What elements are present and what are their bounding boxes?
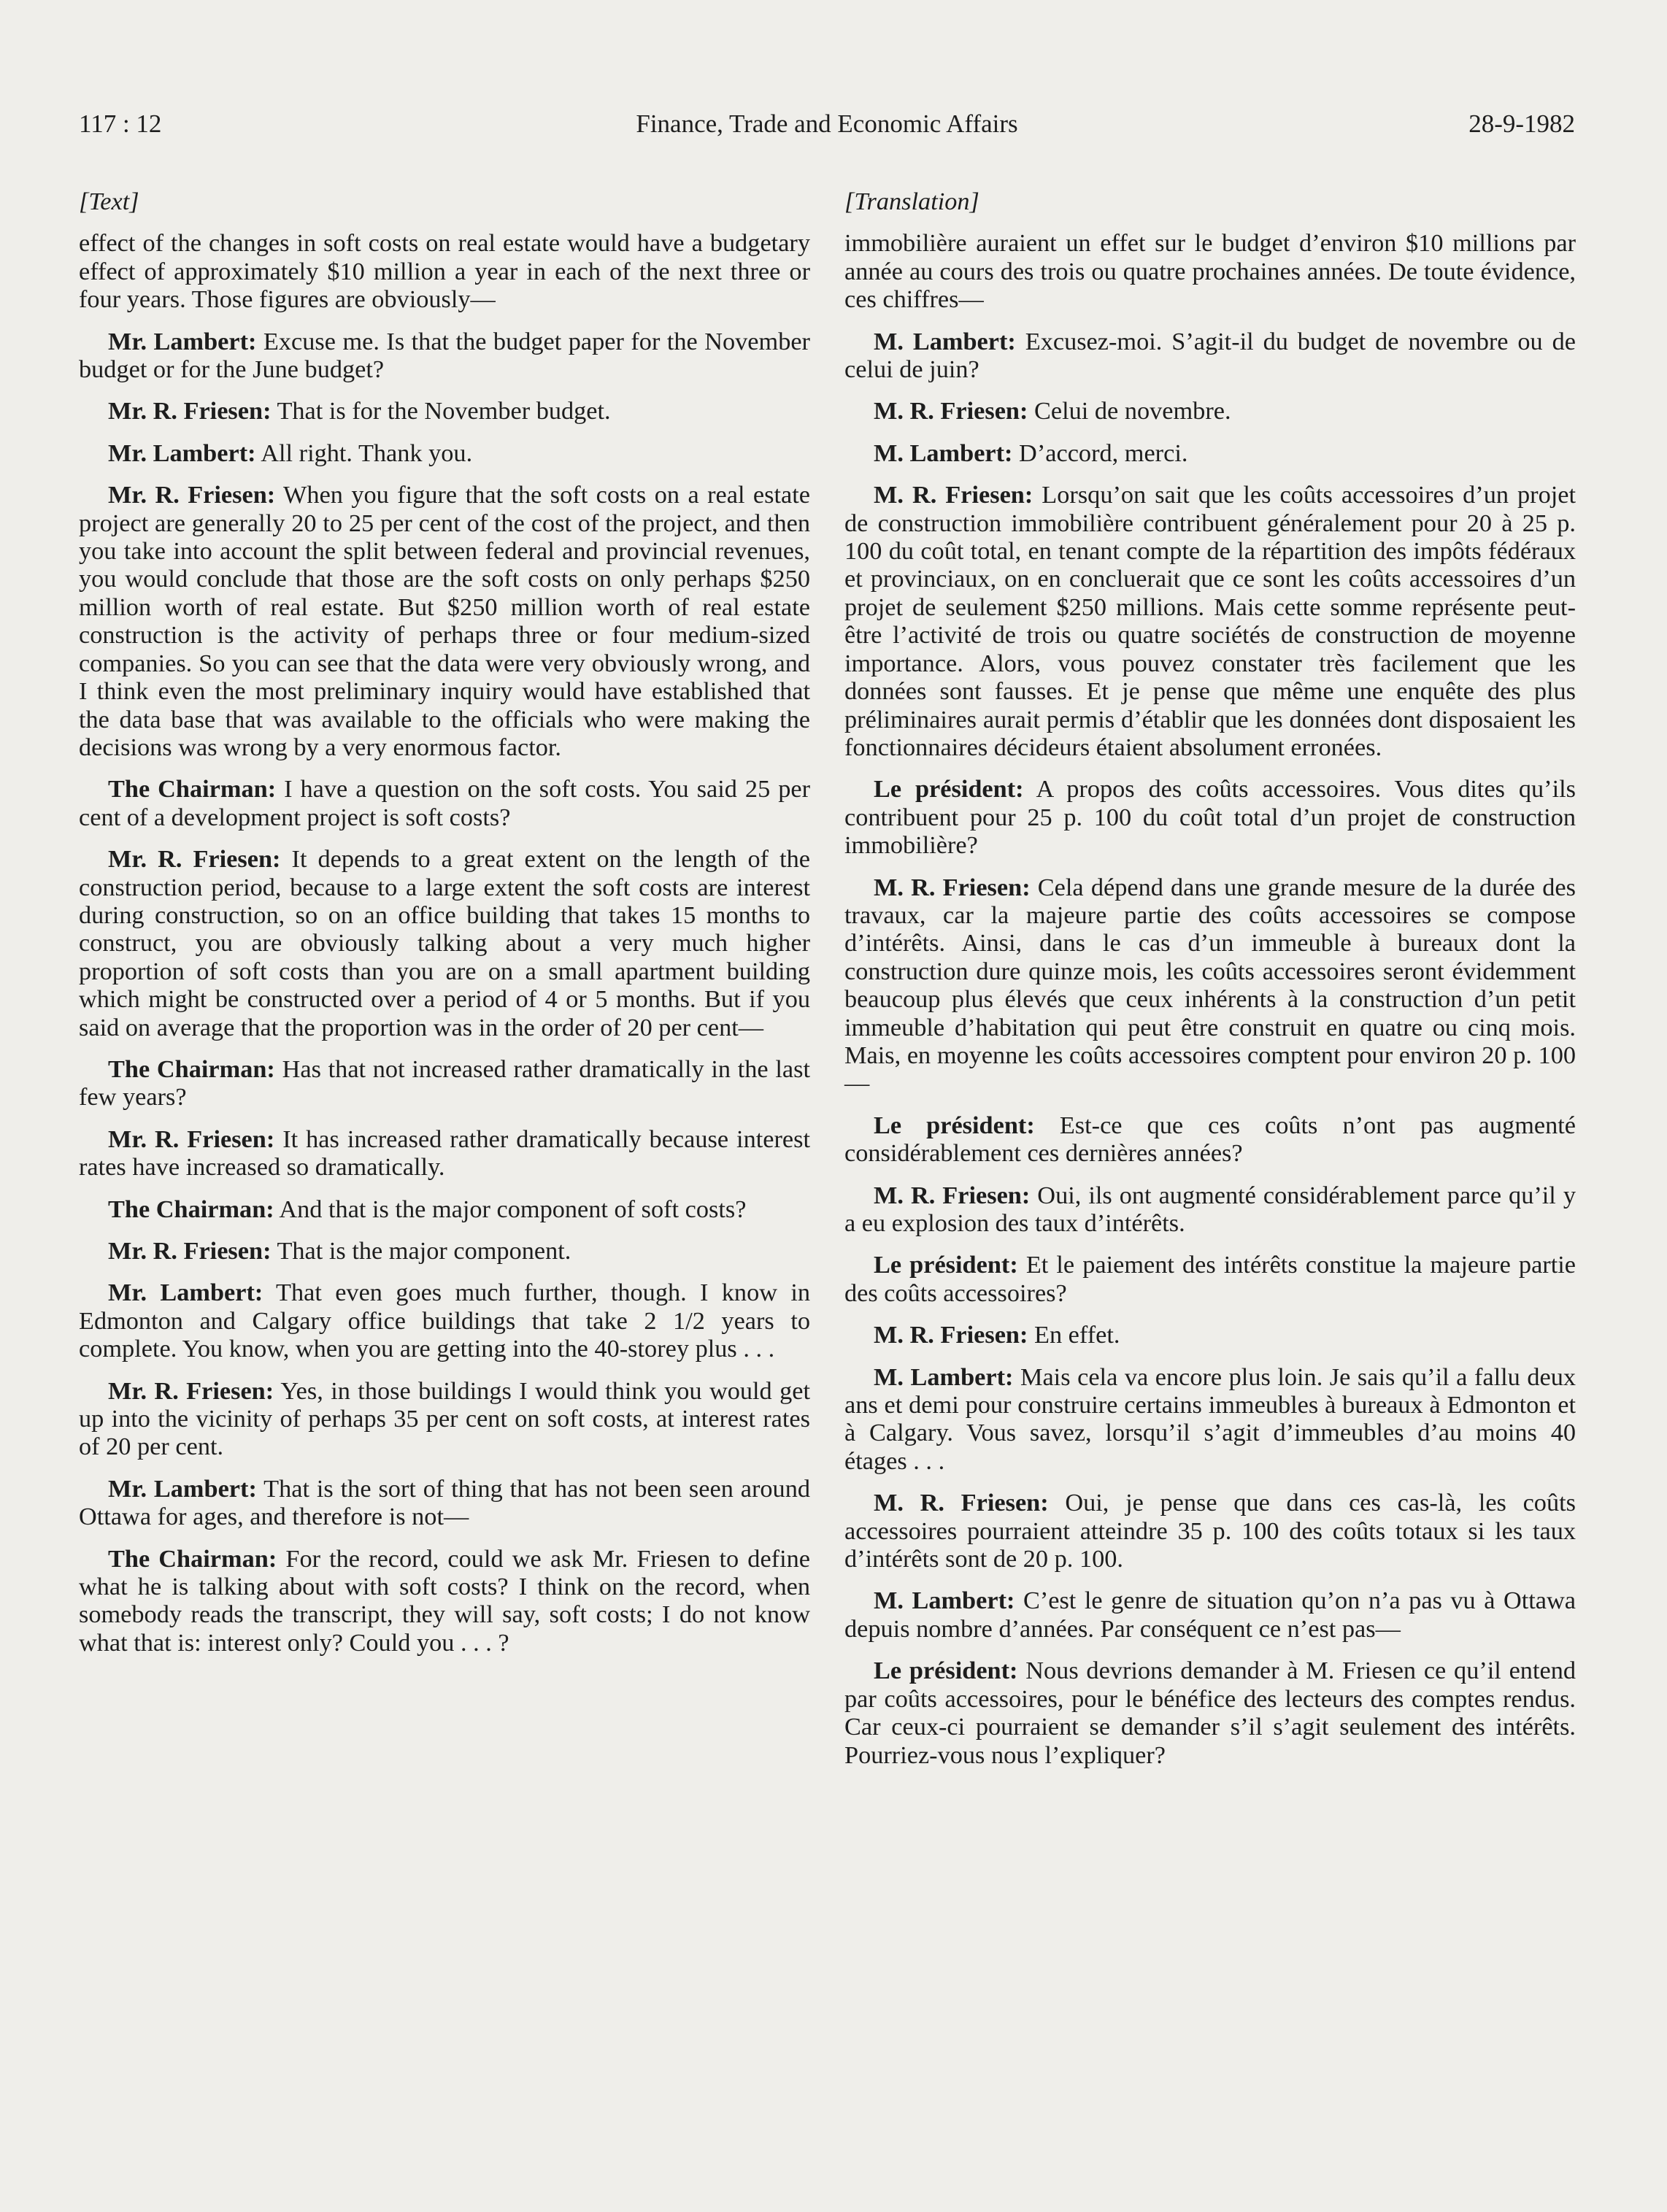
paragraph	[79, 1055, 810, 1111]
paragraph	[79, 439, 810, 467]
column-tag: [Translation]	[844, 188, 979, 215]
english-column	[79, 188, 810, 1670]
paragraph-text: That is the sort of thing that has not been seen around Ottawa for ages, and therefore is not—	[79, 1474, 810, 1531]
speaker-name: Mr. Lambert:	[108, 439, 256, 467]
paragraph	[79, 328, 810, 384]
page-header	[79, 109, 1575, 146]
paragraph	[844, 874, 1576, 1098]
paragraph	[844, 1657, 1576, 1769]
paragraph	[79, 1475, 810, 1531]
speaker-name: The Chairman:	[108, 1195, 274, 1223]
speaker-name: Mr. Lambert:	[108, 1279, 263, 1307]
paragraph	[844, 1321, 1576, 1349]
speaker-name: The Chairman:	[108, 1055, 275, 1083]
paragraph	[844, 481, 1576, 761]
paragraph-text: Yes, in those buildings I would think you would get up into the vicinity of perhaps 35 per cent on soft costs, at interest rates of 20 per cent.	[79, 1376, 811, 1461]
paragraph-text: That is for the November budget.	[271, 397, 611, 425]
paragraph	[79, 481, 810, 761]
paragraph-text: Lorsqu’on sait que les coûts accessoires d’un projet de construction immobilière contribuent généralement pour 20 à 25 p. 100 du coût total, en tenant compte de la répartition des impôts fédéraux et provinciaux, on en concluerait que ce sont les coûts accessoires d’un projet de seulement $250 millions. Mais cette somme représente peut-être l’activité de trois ou quatre sociétés de construction de moyenne importance. Alors, vous pouvez constater très facilement que les données sont fausses. Et je pense que même une enquête des plus préliminaires aurait permis d’établir que les données dont disposaient les fonctionnaires décideurs étaient absolument erronées.	[844, 481, 1576, 761]
paragraph	[844, 229, 1576, 313]
paragraph-text: Has that not increased rather dramatically in the last few years?	[79, 1055, 810, 1111]
paragraph-text: Nous devrions demander à M. Friesen ce qu’il entend par coûts accessoires, pour le bénéfice des lecteurs des comptes rendus. Car ceux-ci pourraient se demander s’il s’agit seulement des intérêts. Pourriez-vous nous l’expliquer?	[844, 1657, 1576, 1769]
speaker-name: M. R. Friesen:	[874, 1321, 1028, 1349]
paragraph-text: When you figure that the soft costs on a real estate project are generally 20 to 25 per cent of the cost of the project, and then you take into account the split between federal and provincial revenues, you would conclude that those are the soft costs on only perhaps $250 million worth of real estate. But $250 million worth of real estate construction is the activity of perhaps three or four medium-sized companies. So you can see that the data were very obviously wrong, and I think even the most preliminary inquiry would have established that the data base that was available to the officials who were making the decisions was wrong by a very enormous factor.	[79, 481, 811, 761]
french-paragraphs	[844, 229, 1576, 1769]
paragraph-text: D’accord, merci.	[1012, 439, 1188, 467]
speaker-name: The Chairman:	[108, 1544, 277, 1573]
paragraph	[844, 439, 1576, 467]
page-number: 117 : 12	[79, 109, 162, 138]
speaker-name: Mr. R. Friesen:	[108, 1125, 275, 1153]
speaker-name: Mr. R. Friesen:	[108, 481, 276, 509]
paragraph-text: Excusez-moi. S’agit-il du budget de novembre ou de celui de juin?	[844, 327, 1576, 384]
paragraph-text: That is the major component.	[271, 1237, 571, 1265]
speaker-name: M. Lambert:	[874, 327, 1016, 355]
speaker-name: Mr. R. Friesen:	[108, 397, 272, 425]
paragraph-text: It depends to a great extent on the length of the construction period, because to a large extent the soft costs are interest during construction, so on an office building that takes 15 months to construct, you are obviously talking about a very much higher proportion of soft costs than you are on a small apartment building which might be constructed over a period of 4 or 5 months. But if you said on average that the proportion was in the order of 20 per cent—	[79, 845, 811, 1041]
paragraph-text: I have a question on the soft costs. You said 25 per cent of a development project is soft costs?	[79, 775, 810, 831]
paragraph-text: C’est le genre de situation qu’on n’a pas vu à Ottawa depuis nombre d’années. Par conséquent ce n’est pas—	[844, 1587, 1576, 1643]
french-column	[844, 188, 1576, 1783]
paragraph	[79, 1195, 810, 1223]
speaker-name: M. R. Friesen:	[874, 481, 1033, 509]
paragraph-text: All right. Thank you.	[255, 439, 473, 467]
speaker-name: Mr. R. Friesen:	[108, 1237, 272, 1265]
paragraph-text: That even goes much further, though. I know in Edmonton and Calgary office buildings that take 2 1/2 years to complete. You know, when you are getting into the 40-storey plus . . .	[79, 1279, 810, 1363]
paragraph	[844, 328, 1576, 384]
paragraph	[79, 1279, 810, 1363]
paragraph	[79, 1377, 810, 1461]
speaker-name: Le président:	[874, 1111, 1035, 1139]
paragraph-text: It has increased rather dramatically because interest rates have increased so dramatically.	[79, 1125, 810, 1182]
paragraph-text: Mais cela va encore plus loin. Je sais qu’il a fallu deux ans et demi pour construire certains immeubles à bureaux à Edmonton et à Calgary. Vous savez, lorsqu’il s’agit d’immeubles d’au moins 40 étages . . .	[844, 1363, 1576, 1475]
speaker-name: Le président:	[874, 1251, 1018, 1279]
paragraph	[844, 1363, 1576, 1476]
speaker-name: M. Lambert:	[874, 439, 1013, 467]
paragraph	[79, 1545, 810, 1657]
paragraph-text: A propos des coûts accessoires. Vous dites qu’ils contribuent pour 25 p. 100 du coût total d’un projet de construction immobilière?	[844, 775, 1576, 860]
column-tag: [Text]	[79, 188, 139, 215]
speaker-name: Mr. R. Friesen:	[108, 845, 281, 874]
english-paragraphs	[79, 229, 810, 1657]
page-date: 28-9-1982	[1468, 109, 1575, 138]
paragraph-text: And that is the major component of soft costs?	[274, 1195, 747, 1223]
paragraph	[844, 1111, 1576, 1168]
speaker-name: M. Lambert:	[874, 1587, 1015, 1615]
paragraph-text: Excuse me. Is that the budget paper for the November budget or for the June budget?	[79, 327, 810, 384]
paragraph-text: immobilière auraient un effet sur le budget d’environ $10 millions par année au cours des trois ou quatre prochaines années. De toute évidence, ces chiffres—	[844, 229, 1576, 314]
paragraph	[79, 1125, 810, 1182]
speaker-name: Mr. Lambert:	[108, 1474, 257, 1503]
paragraph	[79, 229, 810, 313]
paragraph-text: En effet.	[1028, 1321, 1120, 1349]
paragraph	[79, 1237, 810, 1265]
paragraph-text: effect of the changes in soft costs on real estate would have a budgetary effect of approximately $10 million a year in each of the next three or four years. Those figures are obviously—	[79, 229, 810, 314]
speaker-name: M. R. Friesen:	[874, 397, 1028, 425]
running-title: Finance, Trade and Economic Affairs	[636, 109, 1018, 138]
speaker-name: The Chairman:	[108, 775, 277, 804]
paragraph-text: For the record, could we ask Mr. Friesen to define what he is talking about with soft costs? I think on the record, when somebody reads the transcript, they will say, soft costs; I do not know what that is: interest only? Could you . . . ?	[79, 1544, 810, 1657]
speaker-name: Mr. Lambert:	[108, 327, 257, 355]
paragraph-text: Cela dépend dans une grande mesure de la durée des travaux, car la majeure partie des coûts accessoires se compose d’intérêts. Ainsi, dans le cas d’un immeuble à bureaux dont la construction dure quinze mois, les coûts accessoires seront évidemment beaucoup plus élevés que ceux inhérents à la construction d’un petit immeuble d’habitation qui peut être construit en quatre ou cinq mois. Mais, en moyenne les coûts accessoires comptent pour environ 20 p. 100—	[844, 873, 1576, 1098]
paragraph	[79, 775, 810, 831]
paragraph	[79, 845, 810, 1041]
speaker-name: M. R. Friesen:	[874, 1181, 1031, 1209]
paragraph	[844, 1489, 1576, 1573]
paragraph	[79, 397, 810, 425]
speaker-name: M. R. Friesen:	[874, 1489, 1049, 1517]
paragraph-text: Est-ce que ces coûts n’ont pas augmenté considérablement ces dernières années?	[844, 1111, 1576, 1168]
paragraph-text: Oui, je pense que dans ces cas-là, les coûts accessoires pourraient atteindre 35 p. 100 des coûts totaux si les taux d’intérêts sont de 20 p. 100.	[844, 1489, 1576, 1573]
speaker-name: M. R. Friesen:	[874, 873, 1031, 901]
paragraph-text: Celui de novembre.	[1028, 397, 1231, 425]
paragraph	[844, 775, 1576, 859]
paragraph	[844, 1251, 1576, 1307]
paragraph	[844, 1182, 1576, 1238]
speaker-name: Le président:	[874, 775, 1024, 804]
paragraph	[844, 1587, 1576, 1643]
speaker-name: M. Lambert:	[874, 1363, 1014, 1391]
paragraph-text: Oui, ils ont augmenté considérablement parce qu’il y a eu explosion des taux d’intérêts.	[844, 1181, 1576, 1237]
paragraph-text: Et le paiement des intérêts constitue la majeure partie des coûts accessoires?	[844, 1251, 1576, 1307]
speaker-name: Le président:	[874, 1657, 1018, 1685]
paragraph	[844, 397, 1576, 425]
speaker-name: Mr. R. Friesen:	[108, 1376, 274, 1405]
